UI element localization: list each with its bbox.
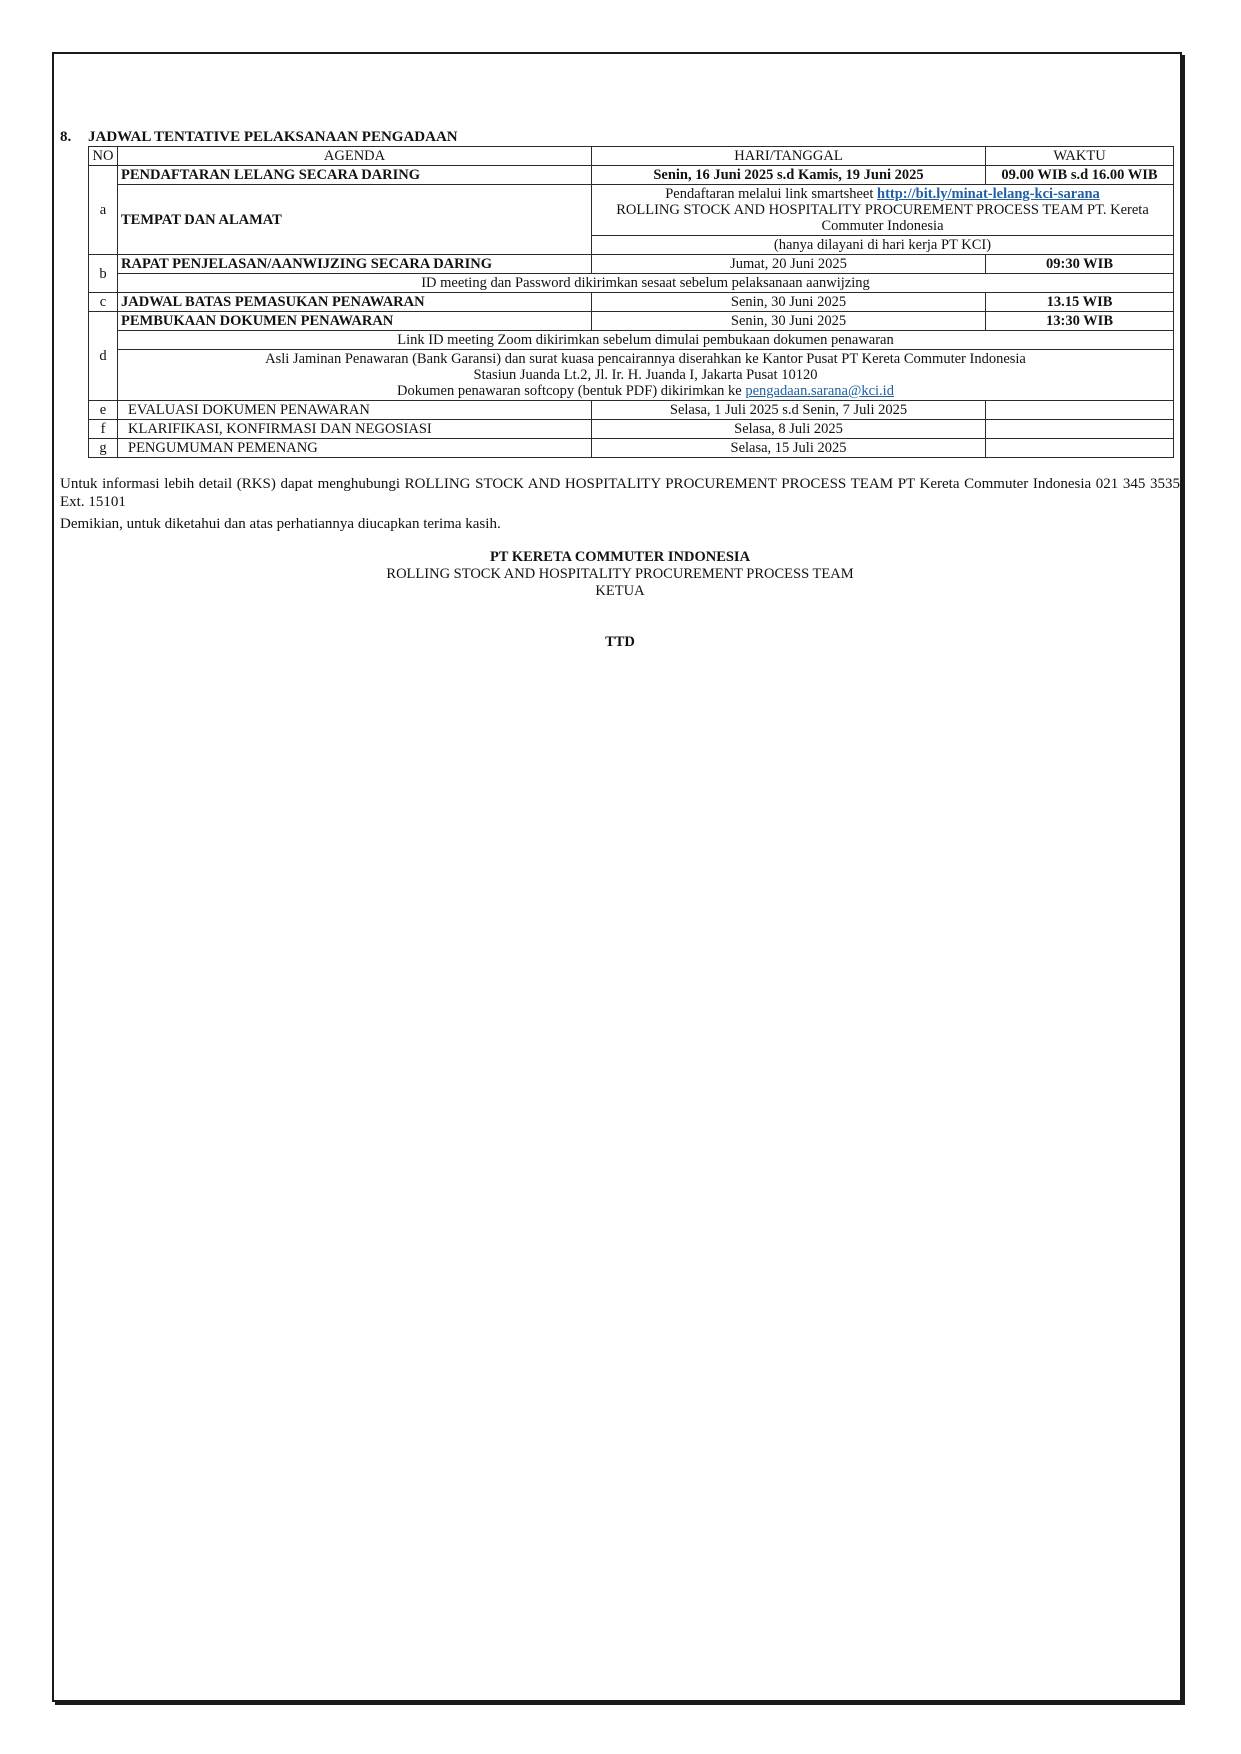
- row-d-note1: Link ID meeting Zoom dikirimkan sebelum dimulai pembukaan dokumen penawaran: [118, 331, 1174, 350]
- row-d-no: d: [89, 312, 118, 401]
- table-row: [89, 255, 1174, 274]
- row-a-date: Senin, 16 Juni 2025 s.d Kamis, 19 Juni 2025: [592, 166, 986, 185]
- row-f-no: f: [89, 420, 118, 439]
- table-row: [89, 350, 1174, 401]
- closing-paragraph: Demikian, untuk diketahui dan atas perhatiannya diucapkan terima kasih.: [60, 516, 501, 532]
- header-time: WAKTU: [986, 147, 1174, 166]
- row-b-time: 09:30 WIB: [986, 255, 1174, 274]
- row-d-time: 13:30 WIB: [986, 312, 1174, 331]
- row-a-place-agenda: TEMPAT DAN ALAMAT: [118, 185, 592, 255]
- row-e-time: [986, 401, 1174, 420]
- softcopy-text: Dokumen penawaran softcopy (bentuk PDF) dikirimkan ke: [397, 383, 746, 399]
- row-a-time: 09.00 WIB s.d 16.00 WIB: [986, 166, 1174, 185]
- table-row: [89, 331, 1174, 350]
- row-a-working-days: (hanya dilayani di hari kerja PT KCI): [592, 236, 1174, 255]
- signature-company: PT KERETA COMMUTER INDONESIA: [489, 549, 751, 565]
- header-date: HARI/TANGGAL: [592, 147, 986, 166]
- table-row: [89, 401, 1174, 420]
- info-paragraph: Untuk informasi lebih detail (RKS) dapat menghubungi ROLLING STOCK AND HOSPITALITY PROCUREMENT PROCESS TEAM PT Kereta Commuter Indonesia 021 345 3535 Ext. 15101: [60, 476, 1180, 510]
- row-g-date: Selasa, 15 Juli 2025: [592, 439, 986, 458]
- signature-team: ROLLING STOCK AND HOSPITALITY PROCUREMENT PROCESS TEAM: [386, 566, 854, 582]
- row-e-no: e: [89, 401, 118, 420]
- row-c-date: Senin, 30 Juni 2025: [592, 293, 986, 312]
- row-g-agenda: PENGUMUMAN PEMENANG: [118, 439, 592, 458]
- guarantee-text: Asli Jaminan Penawaran (Bank Garansi) dan surat kuasa pencairannya diserahkan ke Kantor Pusat PT Kereta Commuter Indonesia: [265, 351, 1026, 367]
- row-c-time: 13.15 WIB: [986, 293, 1174, 312]
- row-f-date: Selasa, 8 Juli 2025: [592, 420, 986, 439]
- row-d-note2: [118, 350, 1174, 401]
- row-f-time: [986, 420, 1174, 439]
- row-c-no: c: [89, 293, 118, 312]
- registration-text: Pendaftaran melalui link smartsheet: [665, 186, 878, 202]
- section-title-text: JADWAL TENTATIVE PELAKSANAAN PENGADAAN: [88, 129, 458, 145]
- row-d-date: Senin, 30 Juni 2025: [592, 312, 986, 331]
- registration-link[interactable]: http://bit.ly/minat-lelang-kci-sarana: [877, 186, 1100, 202]
- table-row: [89, 185, 1174, 236]
- signature-block: [60, 549, 1180, 651]
- section-title: [60, 128, 1180, 146]
- row-b-no: b: [89, 255, 118, 293]
- row-c-agenda: JADWAL BATAS PEMASUKAN PENAWARAN: [118, 293, 592, 312]
- row-e-agenda: EVALUASI DOKUMEN PENAWARAN: [118, 401, 592, 420]
- row-d-agenda: PEMBUKAAN DOKUMEN PENAWARAN: [118, 312, 592, 331]
- row-b-agenda: RAPAT PENJELASAN/AANWIJZING SECARA DARING: [118, 255, 592, 274]
- table-row: [89, 312, 1174, 331]
- row-b-date: Jumat, 20 Juni 2025: [592, 255, 986, 274]
- table-row: [89, 293, 1174, 312]
- row-g-time: [986, 439, 1174, 458]
- table-row: [89, 274, 1174, 293]
- row-a-no: a: [89, 166, 118, 255]
- email-link[interactable]: pengadaan.sarana@kci.id: [745, 383, 894, 399]
- row-g-no: g: [89, 439, 118, 458]
- team-address-text: ROLLING STOCK AND HOSPITALITY PROCUREMENT PROCESS TEAM PT. Kereta Commuter Indonesia: [616, 202, 1149, 234]
- signature-role: KETUA: [595, 583, 645, 599]
- header-no: NO: [89, 147, 118, 166]
- section-number: 8.: [60, 129, 72, 145]
- header-agenda: AGENDA: [118, 147, 592, 166]
- row-a-agenda: PENDAFTARAN LELANG SECARA DARING: [118, 166, 592, 185]
- row-e-date: Selasa, 1 Juli 2025 s.d Senin, 7 Juli 2025: [592, 401, 986, 420]
- table-row: [89, 166, 1174, 185]
- row-a-place-detail: [592, 185, 1174, 236]
- office-address-text: Stasiun Juanda Lt.2, Jl. Ir. H. Juanda I, Jakarta Pusat 10120: [473, 367, 818, 383]
- row-f-agenda: KLARIFIKASI, KONFIRMASI DAN NEGOSIASI: [118, 420, 592, 439]
- row-b-note: ID meeting dan Password dikirimkan sesaat sebelum pelaksanaan aanwijzing: [118, 274, 1174, 293]
- schedule-table: [88, 146, 1174, 458]
- document-content: [60, 128, 1180, 651]
- table-row: [89, 420, 1174, 439]
- table-header-row: [89, 147, 1174, 166]
- table-row: [89, 439, 1174, 458]
- signature-signed: TTD: [605, 634, 635, 650]
